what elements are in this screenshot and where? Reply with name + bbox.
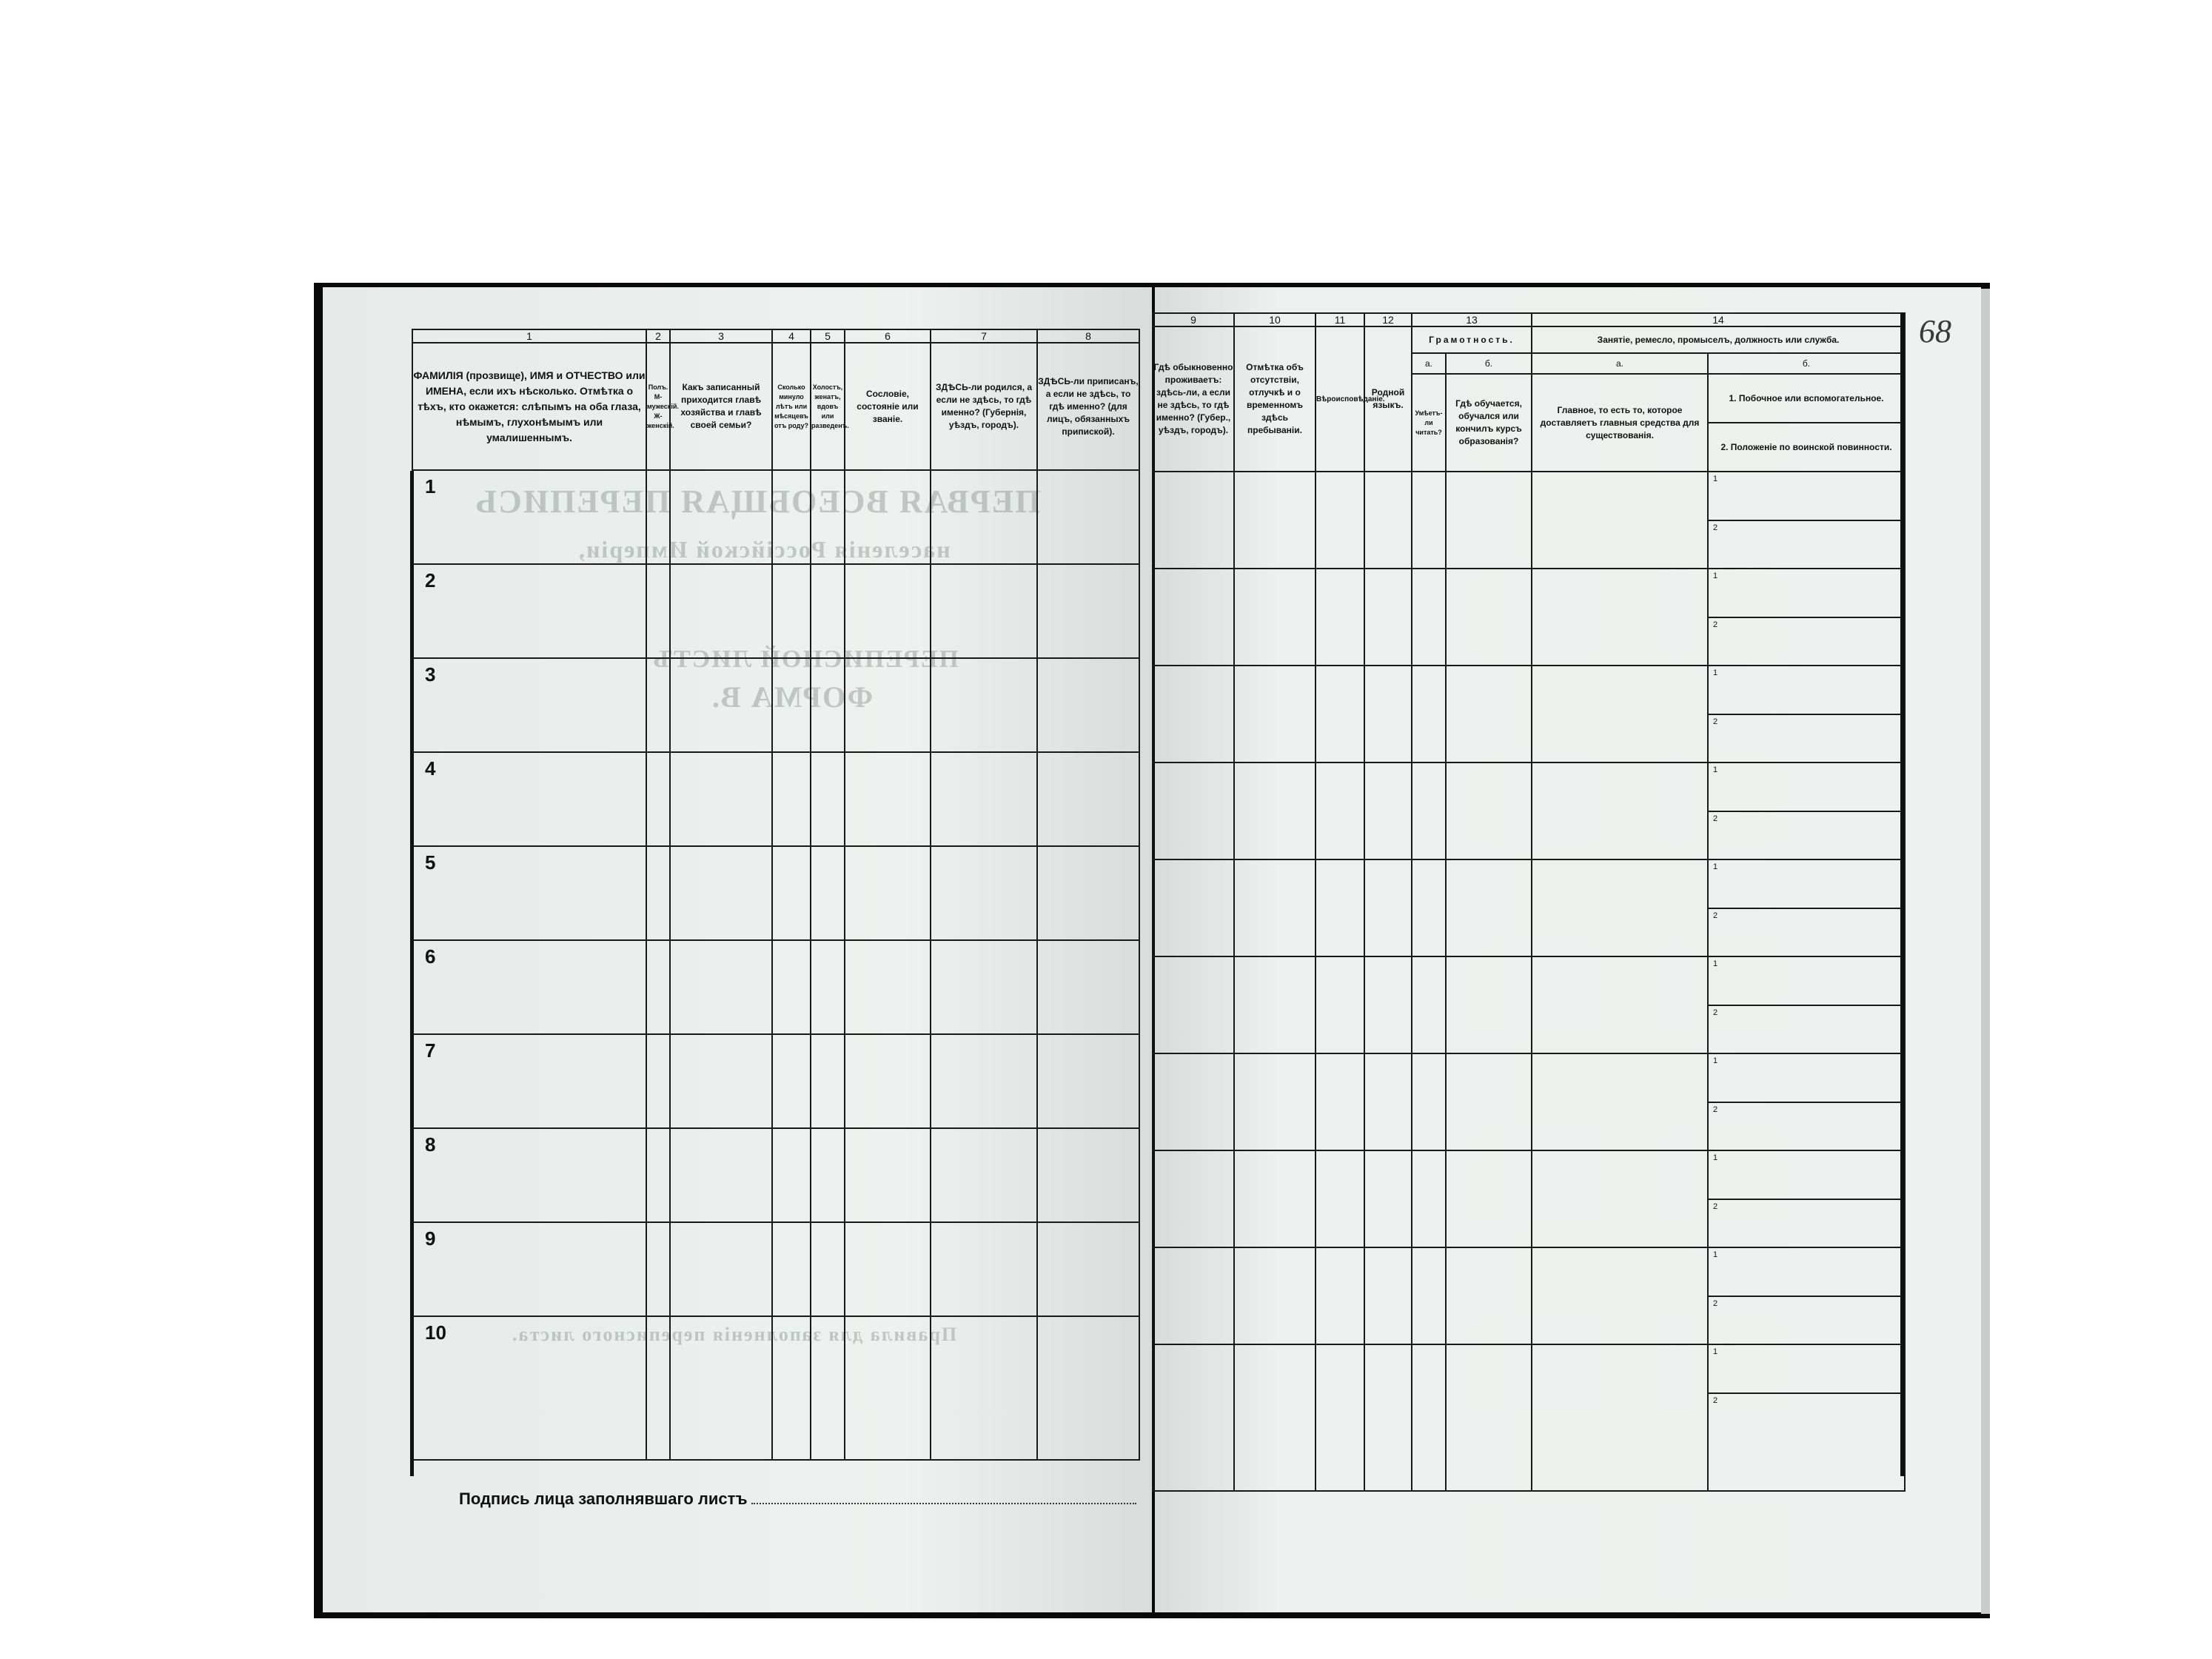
cell-occupation-b: [1708, 472, 1905, 569]
subrow-side-occupation[interactable]: 1: [1709, 666, 1904, 715]
cell-sex[interactable]: [646, 658, 670, 752]
cell-sex[interactable]: [646, 564, 670, 658]
cell-education[interactable]: [1446, 956, 1532, 1053]
cell-relation[interactable]: [670, 564, 772, 658]
subrow-side-occupation[interactable]: 1: [1709, 860, 1904, 909]
person-row: [1153, 569, 1905, 666]
subrow-military[interactable]: 2: [1713, 1008, 1718, 1017]
cell-registration[interactable]: [1037, 1316, 1139, 1460]
cell-can-read[interactable]: [1412, 1344, 1446, 1491]
cell-education[interactable]: [1446, 859, 1532, 956]
row-number: 3: [412, 658, 646, 752]
cell-residence[interactable]: [1153, 569, 1234, 666]
cell-education[interactable]: [1446, 569, 1532, 666]
cell-estate[interactable]: [845, 846, 931, 940]
cell-can-read[interactable]: [1412, 956, 1446, 1053]
cell-estate[interactable]: [845, 1034, 931, 1128]
right-table-border: [1900, 312, 1905, 1476]
cell-can-read[interactable]: [1412, 569, 1446, 666]
cell-registration[interactable]: [1037, 1034, 1139, 1128]
cell-registration[interactable]: [1037, 658, 1139, 752]
cell-relation[interactable]: [670, 940, 772, 1034]
cell-sex[interactable]: [646, 470, 670, 564]
cell-occupation-b: [1708, 666, 1905, 763]
cell-religion[interactable]: [1316, 1344, 1364, 1491]
header-name: ФАМИЛІЯ (прозвище), ИМЯ и ОТЧЕСТВО или ИМЕНА, если ихъ нѣсколько. Отмѣтка о тѣхъ, кто окажется: слѣпымъ на оба глаза, нѣмымъ, глухонѣмымъ или умалишеннымъ.: [412, 343, 646, 470]
cell-occupation-b: [1708, 1344, 1905, 1491]
subrow-military[interactable]: 2: [1713, 1299, 1718, 1308]
person-row: [1153, 1344, 1905, 1491]
cell-sex[interactable]: [646, 752, 670, 846]
page-edge-stack: [1981, 289, 1990, 1614]
cell-residence[interactable]: [1153, 1150, 1234, 1247]
bleed-title: ПЕРВАЯ ВСЕОБЩАЯ ПЕРЕПИСЬ: [474, 483, 1041, 520]
header-relation: Какъ записанный приходится главѣ хозяйства и главѣ своей семьи?: [670, 343, 772, 470]
cell-education[interactable]: [1446, 1247, 1532, 1344]
cell-can-read[interactable]: [1412, 763, 1446, 859]
bleed-sheet: ПЕРЕПИСНОЙ ЛИСТЪ: [651, 646, 959, 673]
header-native-language: Родной языкъ.: [1364, 326, 1412, 472]
bleed-form: ФОРМА В.: [711, 680, 873, 714]
letter-14a: а.: [1532, 353, 1708, 374]
person-row: [412, 1316, 1139, 1460]
cell-sex[interactable]: [646, 1034, 670, 1128]
cell-age[interactable]: [772, 1222, 811, 1316]
cell-religion[interactable]: [1316, 763, 1364, 859]
cell-occupation-b: [1708, 1053, 1905, 1150]
signature-label: Подпись лица заполнявшаго листъ: [459, 1489, 748, 1508]
cell-education[interactable]: [1446, 666, 1532, 763]
cell-relation[interactable]: [670, 1034, 772, 1128]
colnum-2: 2: [646, 329, 670, 343]
signature-field[interactable]: [751, 1503, 1136, 1504]
cell-age[interactable]: [772, 846, 811, 940]
header-can-read: Умѣетъ-ли читать?: [1412, 374, 1446, 472]
left-table-border: [410, 471, 414, 1476]
cell-education[interactable]: [1446, 472, 1532, 569]
header-birthplace: ЗДѢСЬ-ли родился, а если не здѣсь, то гдѣ именно? (Губернія, уѣздъ, городъ).: [931, 343, 1037, 470]
left-colnum-row: [412, 329, 1139, 343]
cell-age[interactable]: [772, 1034, 811, 1128]
letter-14b: б.: [1708, 353, 1905, 374]
cell-marital[interactable]: [811, 1316, 845, 1460]
cell-religion[interactable]: [1316, 569, 1364, 666]
cell-occupation-b: [1708, 956, 1905, 1053]
row-number: 1: [412, 470, 646, 564]
person-row: [412, 470, 1139, 564]
cell-age[interactable]: [772, 752, 811, 846]
subrow-side-occupation[interactable]: 1: [1709, 472, 1904, 521]
cell-registration[interactable]: [1037, 940, 1139, 1034]
cell-sex[interactable]: [646, 1128, 670, 1222]
colnum-12: 12: [1364, 313, 1412, 326]
cell-birthplace[interactable]: [931, 940, 1037, 1034]
cell-language[interactable]: [1364, 472, 1412, 569]
row-number: 5: [412, 846, 646, 940]
cell-language[interactable]: [1364, 763, 1412, 859]
cell-absence[interactable]: [1234, 1150, 1316, 1247]
subrow-side-occupation[interactable]: 1: [1709, 1054, 1904, 1103]
cell-marital[interactable]: [811, 1128, 845, 1222]
right-group-row: [1153, 326, 1905, 353]
cell-can-read[interactable]: [1412, 1247, 1446, 1344]
person-row: [412, 846, 1139, 940]
signature-line: [459, 1489, 1136, 1509]
left-header-row: [412, 343, 1139, 470]
colnum-14: 14: [1532, 313, 1905, 326]
cell-main-occupation[interactable]: [1532, 1053, 1708, 1150]
cell-occupation-b: [1708, 1247, 1905, 1344]
header-registration: ЗДѢСЬ-ли приписанъ, а если не здѣсь, то гдѣ именно? (для лицъ, обязанныхъ припиской).: [1037, 343, 1139, 470]
cell-religion[interactable]: [1316, 1247, 1364, 1344]
bleed-subtitle: населенія Россійской Имперіи,: [577, 536, 951, 563]
cell-absence[interactable]: [1234, 666, 1316, 763]
person-row: [1153, 1150, 1905, 1247]
left-census-table: [412, 329, 1140, 1461]
cell-language[interactable]: [1364, 859, 1412, 956]
cell-can-read[interactable]: [1412, 1150, 1446, 1247]
person-row: [1153, 666, 1905, 763]
cell-main-occupation[interactable]: [1532, 859, 1708, 956]
cell-age[interactable]: [772, 1128, 811, 1222]
cell-birthplace[interactable]: [931, 564, 1037, 658]
cell-absence[interactable]: [1234, 1247, 1316, 1344]
cell-estate[interactable]: [845, 1222, 931, 1316]
subrow-military[interactable]: 2: [1713, 814, 1718, 823]
cell-residence[interactable]: [1153, 1344, 1234, 1491]
subrow-military[interactable]: 2: [1713, 620, 1718, 629]
cell-marital[interactable]: [811, 564, 845, 658]
cell-main-occupation[interactable]: [1532, 1247, 1708, 1344]
cell-sex[interactable]: [646, 1316, 670, 1460]
cell-education[interactable]: [1446, 763, 1532, 859]
colnum-1: 1: [412, 329, 646, 343]
header-residence: Гдѣ обыкновенно проживаетъ: здѣсь-ли, а если не здѣсь, то гдѣ именно? (Губер., уѣздъ, городъ).: [1153, 326, 1234, 472]
subrow-side-occupation[interactable]: 1: [1709, 1151, 1904, 1200]
cell-residence[interactable]: [1153, 956, 1234, 1053]
subrow-military[interactable]: 2: [1713, 1396, 1718, 1405]
letter-13a: а.: [1412, 353, 1446, 374]
header-age: Сколько минуло лѣтъ или мѣсяцевъ отъ роду?: [772, 343, 811, 470]
header-occupation-b: [1708, 374, 1905, 472]
cell-marital[interactable]: [811, 658, 845, 752]
cell-marital[interactable]: [811, 752, 845, 846]
cell-residence[interactable]: [1153, 472, 1234, 569]
cell-language[interactable]: [1364, 1150, 1412, 1247]
cell-estate[interactable]: [845, 658, 931, 752]
folio-number: 68: [1919, 313, 1951, 349]
cell-registration[interactable]: [1037, 1222, 1139, 1316]
cell-main-occupation[interactable]: [1532, 569, 1708, 666]
cell-can-read[interactable]: [1412, 666, 1446, 763]
subrow-side-occupation[interactable]: 1: [1709, 1248, 1904, 1297]
cell-birthplace[interactable]: [931, 752, 1037, 846]
header-military-status: 2. Положеніе по воинской повинности.: [1720, 441, 1892, 452]
cell-religion[interactable]: [1316, 666, 1364, 763]
cell-language[interactable]: [1364, 1247, 1412, 1344]
header-religion: Вѣроисповѣданіе.: [1316, 326, 1364, 472]
cell-registration[interactable]: [1037, 846, 1139, 940]
colnum-9: 9: [1153, 313, 1234, 326]
cell-estate[interactable]: [845, 470, 931, 564]
subrow-military[interactable]: 2: [1713, 717, 1718, 726]
subrow-military[interactable]: 2: [1713, 911, 1718, 920]
person-row: [412, 752, 1139, 846]
row-number: 8: [412, 1128, 646, 1222]
cell-relation[interactable]: [670, 1222, 772, 1316]
cell-birthplace[interactable]: [931, 470, 1037, 564]
header-absence: Отмѣтка объ отсутствіи, отлучкѣ и о временномъ здѣсь пребываніи.: [1234, 326, 1316, 472]
bleed-rules: Правила для заполненія переписного листа.: [511, 1324, 957, 1345]
cell-sex[interactable]: [646, 1222, 670, 1316]
cell-sex[interactable]: [646, 940, 670, 1034]
cell-birthplace[interactable]: [931, 1128, 1037, 1222]
cell-birthplace[interactable]: [931, 1222, 1037, 1316]
header-literacy: Грамотность.: [1412, 326, 1532, 353]
row-number: 6: [412, 940, 646, 1034]
cell-age[interactable]: [772, 1316, 811, 1460]
header-estate: Сословіе, состояніе или званіе.: [845, 343, 931, 470]
cell-marital[interactable]: [811, 1222, 845, 1316]
subrow-military[interactable]: 2: [1713, 523, 1718, 532]
header-marital: Холостъ, женатъ, вдовъ или разведенъ.: [811, 343, 845, 470]
cell-estate[interactable]: [845, 940, 931, 1034]
person-row: [412, 564, 1139, 658]
cell-birthplace[interactable]: [931, 658, 1037, 752]
cell-absence[interactable]: [1234, 763, 1316, 859]
cell-age[interactable]: [772, 940, 811, 1034]
colnum-3: 3: [670, 329, 772, 343]
cell-absence[interactable]: [1234, 1053, 1316, 1150]
cell-main-occupation[interactable]: [1532, 956, 1708, 1053]
cell-registration[interactable]: [1037, 564, 1139, 658]
cell-absence[interactable]: [1234, 472, 1316, 569]
cell-age[interactable]: [772, 564, 811, 658]
header-side-occupation: 1. Побочное или вспомогательное.: [1709, 375, 1904, 423]
cell-estate[interactable]: [845, 564, 931, 658]
cell-marital[interactable]: [811, 470, 845, 564]
letter-13b: б.: [1446, 353, 1532, 374]
cell-relation[interactable]: [670, 658, 772, 752]
header-main-occupation: Главное, то есть то, которое доставляетъ главныя средства для существованія.: [1532, 374, 1708, 472]
cell-absence[interactable]: [1234, 569, 1316, 666]
header-education: Гдѣ обучается, обучался или кончилъ курсъ образованія?: [1446, 374, 1532, 472]
cell-birthplace[interactable]: [931, 846, 1037, 940]
cell-birthplace[interactable]: [931, 1316, 1037, 1460]
header-sex: Полъ. М-мужескій. Ж-женскій.: [646, 343, 670, 470]
colnum-13: 13: [1412, 313, 1532, 326]
colnum-6: 6: [845, 329, 931, 343]
cell-religion[interactable]: [1316, 859, 1364, 956]
cell-birthplace[interactable]: [931, 1034, 1037, 1128]
cell-language[interactable]: [1364, 1344, 1412, 1491]
person-row: [412, 1034, 1139, 1128]
cell-can-read[interactable]: [1412, 859, 1446, 956]
cell-occupation-b: [1708, 1150, 1905, 1247]
person-row: [1153, 1053, 1905, 1150]
cell-absence[interactable]: [1234, 1344, 1316, 1491]
cell-religion[interactable]: [1316, 956, 1364, 1053]
cell-residence[interactable]: [1153, 1247, 1234, 1344]
subrow-side-occupation[interactable]: 1: [1709, 957, 1904, 1006]
cell-absence[interactable]: [1234, 859, 1316, 956]
cell-marital[interactable]: [811, 846, 845, 940]
subrow-military[interactable]: 2: [1713, 1105, 1718, 1114]
right-census-table: [1152, 312, 1906, 1492]
person-row: [1153, 859, 1905, 956]
colnum-5: 5: [811, 329, 845, 343]
cell-language[interactable]: [1364, 569, 1412, 666]
right-colnum-row: [1153, 313, 1905, 326]
row-number: 7: [412, 1034, 646, 1128]
subrow-side-occupation[interactable]: 1: [1709, 763, 1904, 812]
cell-relation[interactable]: [670, 846, 772, 940]
cell-estate[interactable]: [845, 752, 931, 846]
cell-education[interactable]: [1446, 1344, 1532, 1491]
cell-religion[interactable]: [1316, 1053, 1364, 1150]
subrow-side-occupation[interactable]: 1: [1709, 569, 1904, 618]
cell-can-read[interactable]: [1412, 1053, 1446, 1150]
cell-main-occupation[interactable]: [1532, 1344, 1708, 1491]
colnum-11: 11: [1316, 313, 1364, 326]
colnum-10: 10: [1234, 313, 1316, 326]
cell-can-read[interactable]: [1412, 472, 1446, 569]
cell-residence[interactable]: [1153, 763, 1234, 859]
cell-residence[interactable]: [1153, 859, 1234, 956]
cell-relation[interactable]: [670, 1316, 772, 1460]
row-number: 2: [412, 564, 646, 658]
cell-age[interactable]: [772, 658, 811, 752]
cell-relation[interactable]: [670, 470, 772, 564]
cell-sex[interactable]: [646, 846, 670, 940]
cell-occupation-b: [1708, 569, 1905, 666]
cell-main-occupation[interactable]: [1532, 472, 1708, 569]
cell-registration[interactable]: [1037, 752, 1139, 846]
cell-estate[interactable]: [845, 1316, 931, 1460]
cell-age[interactable]: [772, 470, 811, 564]
cell-religion[interactable]: [1316, 1150, 1364, 1247]
cell-main-occupation[interactable]: [1532, 1150, 1708, 1247]
colnum-8: 8: [1037, 329, 1139, 343]
row-number: 9: [412, 1222, 646, 1316]
cell-language[interactable]: [1364, 956, 1412, 1053]
person-row: [1153, 763, 1905, 859]
person-row: [412, 940, 1139, 1034]
cell-language[interactable]: [1364, 666, 1412, 763]
person-row: [412, 1222, 1139, 1316]
cell-marital[interactable]: [811, 940, 845, 1034]
person-row: [1153, 1247, 1905, 1344]
row-number: 4: [412, 752, 646, 846]
cell-residence[interactable]: [1153, 1053, 1234, 1150]
subrow-side-occupation[interactable]: 1: [1709, 1345, 1904, 1394]
colnum-7: 7: [931, 329, 1037, 343]
header-occupation: Занятіе, ремесло, промыселъ, должность или служба.: [1532, 326, 1905, 353]
cell-registration[interactable]: [1037, 1128, 1139, 1222]
cell-registration[interactable]: [1037, 470, 1139, 564]
person-row: [1153, 956, 1905, 1053]
cell-occupation-b: [1708, 859, 1905, 956]
cell-main-occupation[interactable]: [1532, 666, 1708, 763]
cell-main-occupation[interactable]: [1532, 763, 1708, 859]
cell-education[interactable]: [1446, 1150, 1532, 1247]
cell-residence[interactable]: [1153, 666, 1234, 763]
cell-occupation-b: [1708, 763, 1905, 859]
cell-absence[interactable]: [1234, 956, 1316, 1053]
cell-relation[interactable]: [670, 1128, 772, 1222]
subrow-military[interactable]: 2: [1713, 1202, 1718, 1211]
cell-marital[interactable]: [811, 1034, 845, 1128]
cell-language[interactable]: [1364, 1053, 1412, 1150]
person-row: [1153, 472, 1905, 569]
cell-religion[interactable]: [1316, 472, 1364, 569]
cell-education[interactable]: [1446, 1053, 1532, 1150]
cell-relation[interactable]: [670, 752, 772, 846]
person-row: [412, 1128, 1139, 1222]
row-number: 10: [412, 1316, 646, 1460]
cell-estate[interactable]: [845, 1128, 931, 1222]
colnum-4: 4: [772, 329, 811, 343]
person-row: [412, 658, 1139, 752]
